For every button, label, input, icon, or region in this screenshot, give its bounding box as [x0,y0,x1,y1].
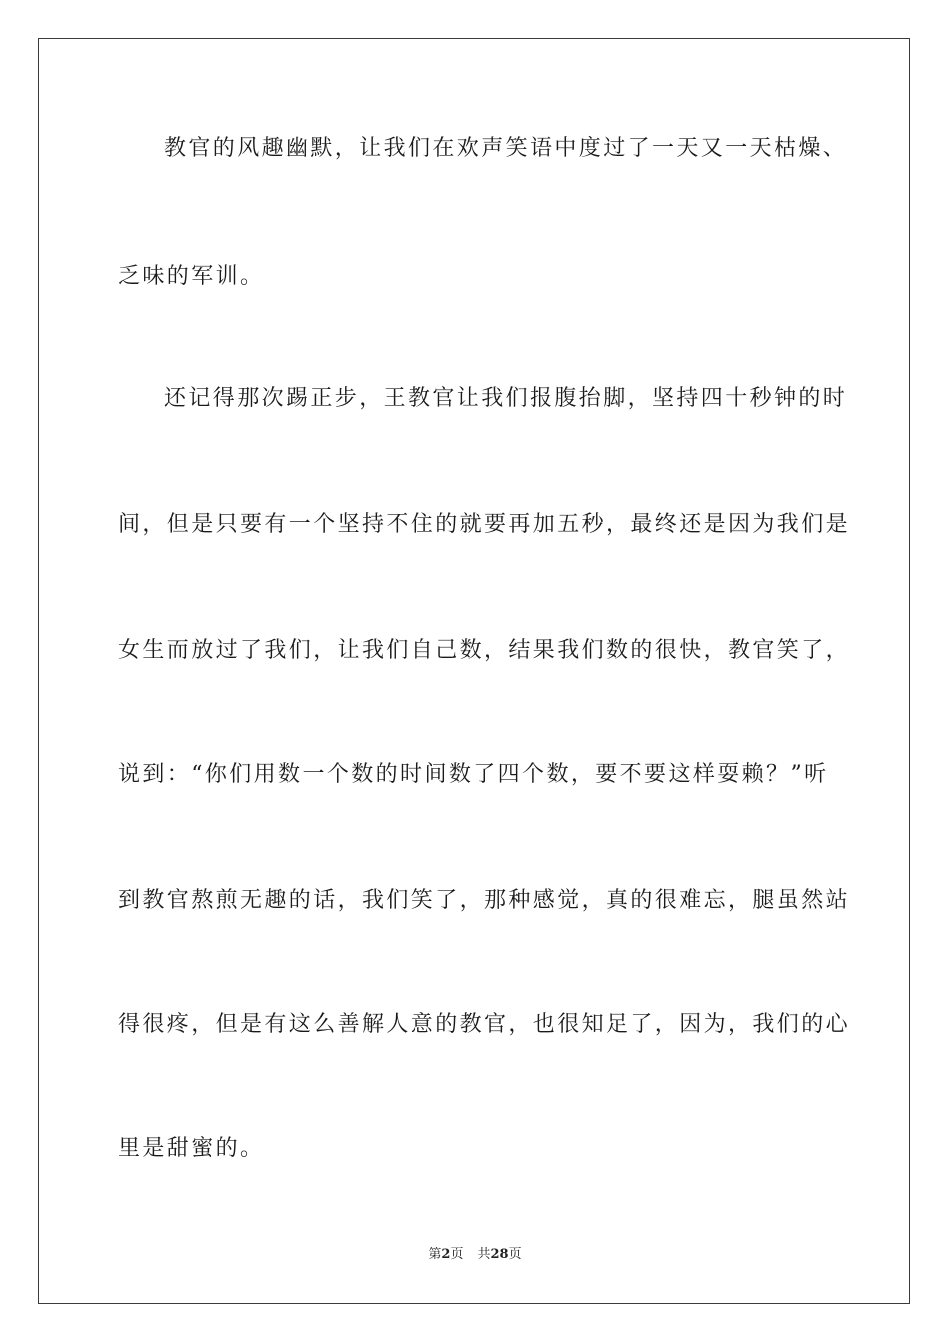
paragraph-line: 教官的风趣幽默，让我们在欢声笑语中度过了一天又一天枯燥、 [164,136,848,161]
page-number: 2 [441,1247,451,1262]
total-prefix: 共 [477,1247,491,1262]
page-footer [0,1246,950,1264]
page-prefix: 第 [428,1247,442,1262]
paragraph-line: 得很疼，但是有这么善解人意的教官，也很知足了，因为，我们的心 [118,1012,851,1037]
paragraph-line: 里是甜蜜的。 [118,1136,265,1161]
paragraph-line: 还记得那次踢正步，王教官让我们报腹抬脚，坚持四十秒钟的时 [164,386,848,411]
page-suffix: 页 [450,1247,464,1262]
paragraph-line: 说到：“你们用数一个数的时间数了四个数，要不要这样耍赖？”听 [118,762,829,787]
paragraph-line: 乏味的军训。 [118,264,265,289]
total-pages: 28 [490,1247,509,1262]
paragraph-line: 到教官熬煎无趣的话，我们笑了，那种感觉，真的很难忘，腿虽然站 [118,888,851,913]
total-suffix: 页 [508,1247,522,1262]
paragraph-line: 女生而放过了我们，让我们自己数，结果我们数的很快，教官笑了， [118,638,851,663]
paragraph-line: 间，但是只要有一个坚持不住的就要再加五秒，最终还是因为我们是 [118,512,851,537]
page-border [38,38,910,1304]
